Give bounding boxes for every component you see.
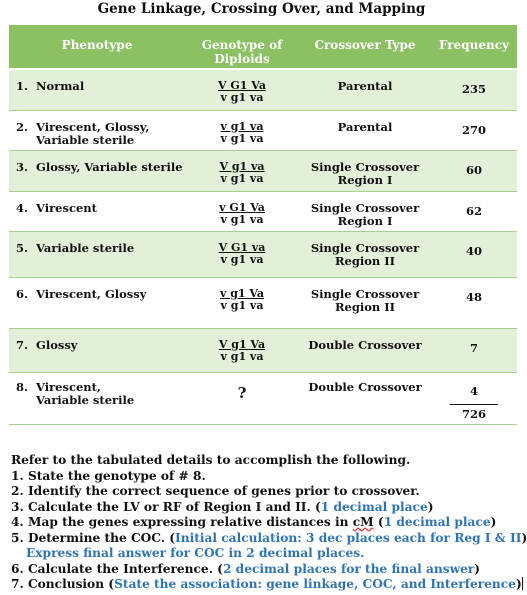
genotype-fraction bbox=[219, 339, 265, 363]
table-row bbox=[9, 231, 517, 277]
header-frequency: Frequency bbox=[431, 25, 517, 69]
genotype-fraction bbox=[221, 121, 264, 145]
phenotype-cell bbox=[9, 277, 185, 328]
genotype-cell bbox=[185, 231, 299, 277]
genotype-bottom: v g1 va bbox=[220, 91, 264, 104]
genotype-fraction bbox=[219, 161, 264, 185]
frequency-cell bbox=[431, 150, 517, 191]
instructions bbox=[11, 453, 527, 593]
crossover-cell bbox=[299, 231, 431, 277]
phenotype-name: Normal bbox=[36, 79, 85, 93]
instruction-5-continued: Express final answer for COC in 2 decimal places. bbox=[26, 546, 365, 560]
page-title: Gene Linkage, Crossing Over, and Mapping bbox=[97, 1, 426, 17]
genotype-cell bbox=[185, 277, 299, 328]
genotype-fraction bbox=[219, 242, 266, 266]
genotype-cell bbox=[185, 110, 299, 150]
instruction-6: 6. Calculate the Interference. (2 decimal places for the final answer) bbox=[11, 561, 481, 576]
row-number: 1. bbox=[16, 79, 29, 93]
crossover-region: Region I bbox=[337, 213, 393, 228]
text-cursor bbox=[522, 577, 523, 590]
frequency-value: 4 bbox=[469, 383, 478, 398]
phenotype-name-cont: Variable sterile bbox=[36, 392, 135, 407]
frequency-cell bbox=[431, 277, 517, 328]
phenotype-name-cont: Variable sterile bbox=[36, 132, 135, 147]
instruction-3: 3. Calculate the LV or RF of Region I and II. (1 decimal place) bbox=[11, 499, 434, 514]
row-number: 8. bbox=[16, 379, 29, 394]
genotype-fraction bbox=[218, 80, 266, 104]
phenotype-cell bbox=[9, 231, 185, 277]
genotype-cell bbox=[185, 328, 299, 372]
phenotype-cell bbox=[9, 372, 185, 424]
genotype-cell bbox=[185, 150, 299, 191]
cm-unit: cM bbox=[352, 515, 374, 529]
genotype-bottom: v g1 va bbox=[220, 349, 264, 363]
crossover-cell bbox=[299, 277, 431, 328]
crossover-cell bbox=[299, 328, 431, 372]
genotype-cell bbox=[185, 372, 299, 424]
row-number: 7. bbox=[16, 337, 29, 352]
genotype-bottom: v g1 va bbox=[220, 298, 264, 312]
genotype-top: v g1 va bbox=[220, 119, 264, 133]
crossover-type: Double Crossover bbox=[308, 337, 422, 352]
row-number: 2. bbox=[16, 119, 29, 134]
frequency-cell bbox=[431, 328, 517, 372]
crossover-type: Single Crossover bbox=[310, 200, 420, 215]
phenotype-name: Glossy bbox=[36, 337, 78, 352]
crossover-region: Region II bbox=[334, 253, 396, 268]
frequency-value: 270 bbox=[461, 122, 486, 137]
crossover-type: Parental bbox=[337, 119, 393, 134]
frequency-value: 48 bbox=[465, 289, 482, 304]
genotype-fraction bbox=[219, 202, 265, 226]
frequency-value: 7 bbox=[469, 340, 478, 355]
phenotype-name: Virescent, Glossy, bbox=[36, 119, 150, 134]
crossover-region: Region II bbox=[334, 299, 396, 314]
frequency-total: 726 bbox=[450, 404, 498, 421]
frequency-cell bbox=[431, 231, 517, 277]
instruction-4: 4. Map the genes expressing relative distances in cM (1 decimal place) bbox=[11, 515, 497, 529]
row-number: 5. bbox=[16, 240, 29, 255]
row-number: 6. bbox=[16, 286, 29, 301]
genotype-bottom: v g1 va bbox=[220, 171, 264, 185]
instructions-intro: Refer to the tabulated details to accomplish the following. bbox=[11, 453, 411, 467]
genotype-bottom: v g1 va bbox=[220, 252, 264, 266]
frequency-value: 62 bbox=[465, 203, 482, 218]
frequency-cell bbox=[431, 372, 517, 424]
crossover-cell bbox=[299, 110, 431, 150]
table-header-row bbox=[9, 25, 517, 69]
phenotype-name: Variable sterile bbox=[36, 240, 135, 255]
phenotype-cell bbox=[9, 328, 185, 372]
phenotype-cell bbox=[9, 110, 185, 150]
genotype-top: V G1 Va bbox=[218, 79, 266, 92]
genotype-top: V G1 va bbox=[218, 240, 266, 254]
phenotype-name: Virescent, Glossy bbox=[36, 286, 147, 301]
genotype-fraction bbox=[220, 288, 264, 312]
crossover-type: Single Crossover bbox=[310, 159, 420, 174]
frequency-cell bbox=[431, 69, 517, 110]
phenotype-cell bbox=[9, 69, 185, 110]
genotype-cell bbox=[185, 191, 299, 231]
table-row bbox=[9, 277, 517, 328]
header-genotype: Genotype of Diploids bbox=[185, 25, 299, 69]
instruction-7: 7. Conclusion (State the association: gene linkage, COC, and Interference) bbox=[11, 577, 522, 591]
table-row bbox=[9, 150, 517, 191]
phenotype-name: Glossy, Variable sterile bbox=[36, 159, 183, 174]
crossover-type: Single Crossover bbox=[310, 286, 420, 301]
crossover-cell bbox=[299, 191, 431, 231]
genotype-top: V g1 va bbox=[219, 159, 265, 173]
frequency-value: 60 bbox=[465, 162, 482, 177]
phenotype-cell bbox=[9, 191, 185, 231]
crossover-cell bbox=[299, 150, 431, 191]
frequency-value: 40 bbox=[465, 243, 482, 258]
instruction-5: 5. Determine the COC. (Initial calculation: 3 dec places each for Reg I & II) bbox=[11, 530, 527, 545]
crossover-type: Parental bbox=[337, 79, 393, 93]
table-row bbox=[9, 328, 517, 372]
row-number: 3. bbox=[16, 159, 29, 174]
genotype-top: v g1 Va bbox=[219, 286, 265, 300]
genotype-top: v G1 Va bbox=[219, 200, 265, 214]
genotype-bottom: v g1 va bbox=[220, 212, 264, 226]
table-row bbox=[9, 191, 517, 231]
instruction-1: 1. State the genotype of # 8. bbox=[11, 468, 206, 483]
row-number: 4. bbox=[16, 200, 29, 215]
frequency-cell bbox=[431, 110, 517, 150]
table-row bbox=[9, 372, 517, 424]
frequency-value: 235 bbox=[461, 82, 486, 96]
genotype-unknown: ? bbox=[237, 383, 247, 402]
crossover-type: Single Crossover bbox=[310, 240, 420, 255]
crossover-region: Region I bbox=[337, 172, 393, 187]
phenotype-cell bbox=[9, 150, 185, 191]
table-row bbox=[9, 69, 517, 110]
frequency-cell bbox=[431, 191, 517, 231]
header-crossover-type: Crossover Type bbox=[299, 25, 431, 69]
gene-table bbox=[9, 25, 517, 425]
phenotype-name: Virescent bbox=[36, 200, 97, 215]
genotype-bottom: v g1 va bbox=[220, 131, 264, 145]
instruction-2: 2. Identify the correct sequence of genes prior to crossover. bbox=[11, 484, 420, 498]
crossover-cell bbox=[299, 372, 431, 424]
phenotype-name: Virescent, bbox=[36, 379, 101, 394]
genotype-top: V g1 Va bbox=[218, 337, 266, 351]
crossover-type: Double Crossover bbox=[308, 379, 422, 394]
genotype-cell bbox=[185, 69, 299, 110]
table-row bbox=[9, 110, 517, 150]
crossover-cell bbox=[299, 69, 431, 110]
header-phenotype: Phenotype bbox=[9, 25, 185, 69]
